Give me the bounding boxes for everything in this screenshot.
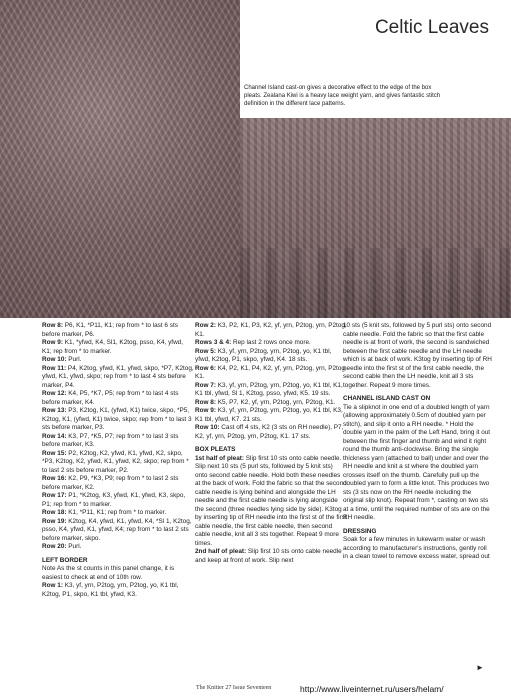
- left-border-heading: LEFT BORDER: [42, 556, 88, 564]
- col2b-rows: [195, 455, 347, 566]
- col3-rows: [343, 322, 493, 390]
- col2-paragraph: Row 7: K3, yf, yrn, P2tog, yrn, P2tog, yo, K1 tbl, K1, K1 tbl, yfwd, Sl 1, K2tog, psso, yfwd, K5. 19 sts.: [195, 381, 343, 397]
- col1-paragraph: Row 9: K1, *yfwd, K4, Sl1, K2tog, psso, K4, yfwd, K1; rep from * to marker.: [42, 339, 184, 355]
- dressing-heading: DRESSING: [343, 527, 377, 535]
- page-footer: The Knitter 27 Issue Seventeen: [196, 685, 272, 691]
- col2-rows: [195, 322, 347, 441]
- col2-paragraph: Row 9: K3, yf, yrn, P2tog, yrn, P2tog, yo, K1 tbl, K3, K1 tbl, yfwd, K7. 21 sts.: [195, 407, 343, 423]
- col2b-paragraph: 1st half of pleat: Slip first 10 sts onto cable needle. Slip next 10 sts (5 purl sts, followed by 5 knit sts) onto second cable needle. Hold both these needles at the back of work. Fold the fabric so that the second cable needle is lying behind and alongside the LH needle and the first cable needle is lying alongside the second (three needles lying side by side). K3tog by inserting tip of RH needle into the first st of the first cable needle, the first cable needle, then second cable needle, knit all 3 sts together. Repeat 9 more times.: [195, 454, 347, 547]
- col1-paragraph: Row 15: P2, K2tog, K2, yfwd, K1, yfwd, K2, skpo, *P3, K2tog, K2, yfwd, K1, yfwd, K2, skpo; rep from * to last 2 sts before marker, P2.: [42, 449, 189, 474]
- continue-arrow-icon: ►: [476, 663, 484, 672]
- col1b-rows: [42, 565, 194, 599]
- col1-paragraph: Row 18: K1, *P11, K1; rep from * to marker.: [42, 509, 167, 516]
- column-3: [343, 322, 493, 562]
- col1-paragraph: Row 19: K2tog, K4, yfwd, K1, yfwd, K4, *Sl 1, K2tog, psso, K4, yfwd, K1, yfwd, K4; rep from * to last 2 sts before marker, skpo.: [42, 517, 192, 542]
- col2-paragraph: Row 5: K3, yf, yrn, P2tog, yrn, P2tog, yo, K1 tbl, yfwd, K2tog, P1, skpo, yfwd, K4. 18 sts.: [195, 347, 332, 363]
- box-pleats-heading: BOX PLEATS: [195, 446, 236, 453]
- col1-paragraph: Row 16: K2, P9, *K3, P9; rep from * to last 2 sts before marker, K2.: [42, 475, 179, 491]
- col1b-paragraph: Note As the st counts in this panel change, it is easiest to check at end of 10th row.: [42, 565, 175, 581]
- cast-on-heading: CHANNEL ISLAND CAST ON: [343, 395, 431, 402]
- watermark-url: http://www.liveinternet.ru/users/helam/: [300, 684, 444, 694]
- col1-paragraph: Row 10: Purl.: [42, 356, 82, 363]
- pleat-folds: [240, 248, 511, 318]
- col2-paragraph: Row 8: K5, P7, K2, yf, yrn, P2tog, yrn, P2tog, K1.: [195, 398, 336, 406]
- column-2: [195, 322, 347, 565]
- col1-paragraph: Row 11: P4, K2tog, yfwd, K1, yfwd, skpo, *P7, K2tog, yfwd, K1, yfwd, skpo; rep from * to last 4 sts before marker, P4.: [42, 364, 194, 389]
- col1-paragraph: Row 20: Purl.: [42, 543, 82, 550]
- column-1: [42, 322, 194, 599]
- col3c-rows: [343, 536, 493, 562]
- col1-paragraph: Row 12: K4, P5, *K7, P5; rep from * to last 4 sts before marker, K4.: [42, 390, 179, 406]
- col2-paragraph: Row 10: Cast off 4 sts, K2 (3 sts on RH needle), P7, K2, yf, yrn, P2tog, yrn, P2tog, K1. 17 sts.: [195, 424, 344, 440]
- col2-paragraph: Row 6: K4, P2, K1, P4, K2, yf, yrn, P2tog, yrn, P2tog, K1.: [195, 364, 347, 380]
- col1-paragraph: Row 17: P1, *K2tog, K3, yfwd, K1, yfwd, K3, skpo, P1; rep from * to marker.: [42, 492, 186, 508]
- col1-rows: [42, 322, 194, 552]
- col1b-paragraph: Row 1: K3, yf, yrn, P2tog, yrn, P2tog, yo, K1 tbl, K2tog, P1, skpo, K1 tbl, yfwd, K3.: [42, 582, 179, 598]
- col3b-rows: [343, 404, 493, 523]
- col3c-paragraph: Soak for a few minutes in lukewarm water or wash according to manufacturer's instructions, gently roll in a clean towel to remove excess water, spread out: [343, 536, 490, 560]
- col3b-paragraph: Tie a slipknot in one end of a doubled length of yarn (allowing approximately 0.5cm of doubled yarn per stitch), and slip it onto a RH needle. * Hold the double yarn in the palm of the Left Hand, bring it out between the first finger and thumb and wind it right round the thumb anti-clockwise. Bring the single thickness yarn (attached to ball) under and over the RH needle and knit a st where the doubled yarn crosses itself on the thumb. Carefully pull up the doubled yarn to form a little knot. This produces two sts (3 sts now on the RH needle including the original slip knot). Repeat from *, casting on two sts at a time, until the required number of sts are on the RH needle.: [343, 403, 491, 521]
- col1-paragraph: Row 13: P3, K2tog, K1, (yfwd, K1) twice, skpo, *P5, K2tog, K1, (yfwd, K1) twice, skpo; rep from * to last 3 sts before marker, P3.: [42, 407, 192, 431]
- col2b-paragraph: 2nd half of pleat: Slip first 10 sts onto cable needle and keep at front of work. Slip next: [195, 548, 342, 564]
- photo-caption: Channel Island cast-on gives a decorative effect to the edge of the box pleats. Zealana Kiwi is a heavy lace weight yarn, and gives fantastic stitch definition in the different lace patterns.: [244, 85, 441, 107]
- col3-paragraph: 10 sts (5 knit sts, followed by 5 purl sts) onto second cable needle. Fold the fabric so that the first cable needle is at front of work, the second is sandwiched between the first cable needle and the LH needle which is at back of work. K3tog by inserting tip of RH needle into the first st of the first cable needle, the second cable then the LH needle, knit all 3 sts together. Repeat 9 more times.: [343, 322, 492, 389]
- col2-paragraph: Row 2: K3, P2, K1, P3, K2, yf, yrn, P2tog, yrn, P2tog, K1.: [195, 322, 347, 338]
- col1-paragraph: Row 14: K3, P7, *K5, P7; rep from * to last 3 sts before marker, K3.: [42, 432, 179, 448]
- lace-photo-main: [0, 0, 240, 318]
- col1-paragraph: Row 8: P6, K1, *P11, K1; rep from * to last 6 sts before marker, P6.: [42, 322, 178, 338]
- page-title: Celtic Leaves: [374, 17, 489, 38]
- col2-paragraph: Rows 3 & 4: Rep last 2 rows once more.: [195, 339, 311, 346]
